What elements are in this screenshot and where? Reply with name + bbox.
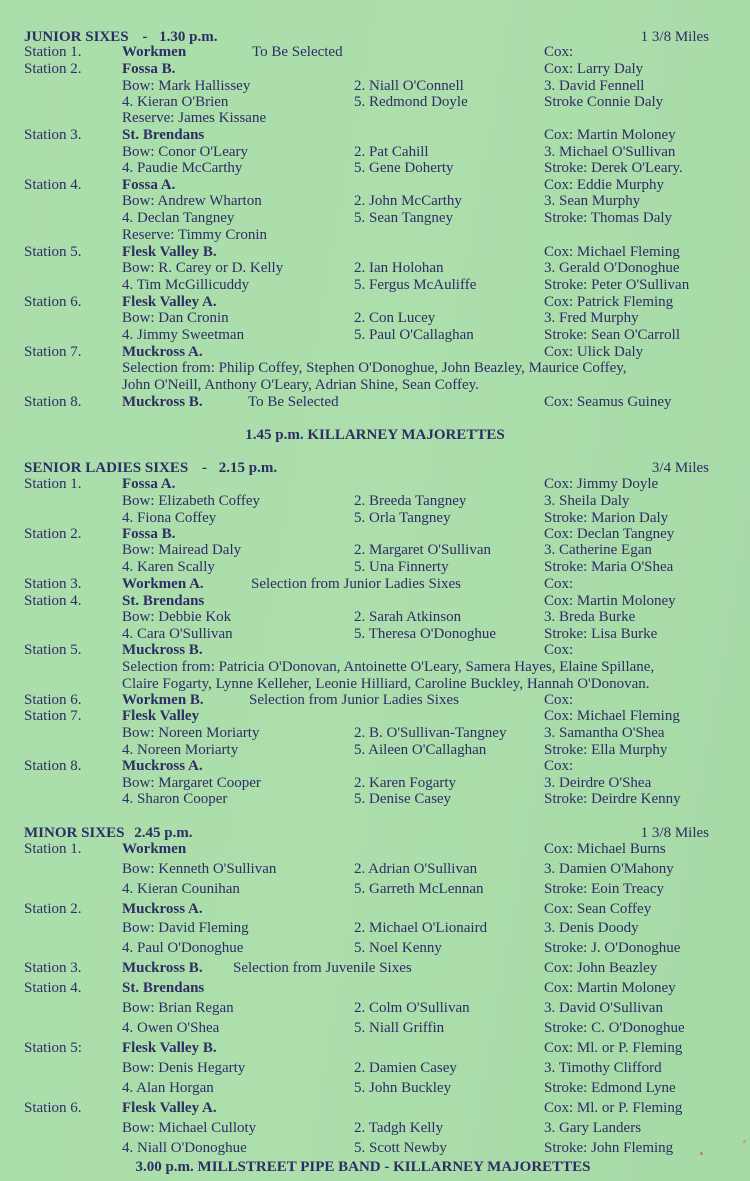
section-distance: 1 3/8 Miles xyxy=(640,825,709,841)
crew-row xyxy=(0,327,750,344)
station-label: Station 2. xyxy=(24,61,82,77)
seat-5: 5. Redmond Doyle xyxy=(354,94,468,110)
cox: Cox: Michael Fleming xyxy=(544,244,680,260)
section-sep: - xyxy=(142,29,148,45)
seat-2: 2. Pat Cahill xyxy=(354,144,429,160)
station-row xyxy=(0,1100,750,1117)
crew-name: Muckross A. xyxy=(122,344,203,360)
seat-4: 4. Declan Tangney xyxy=(122,210,235,226)
cox: Cox: John Beazley xyxy=(544,960,658,976)
crew-name: Fossa A. xyxy=(122,177,176,193)
stroke: Stroke: Deirdre Kenny xyxy=(544,791,681,807)
seat-3: 3. Michael O'Sullivan xyxy=(544,144,676,160)
section-title: JUNIOR SIXES xyxy=(24,29,129,45)
seat-3: 3. Timothy Clifford xyxy=(544,1060,662,1076)
crew-name: St. Brendans xyxy=(122,127,205,143)
station-row xyxy=(0,841,750,858)
seat-5: 5. Denise Casey xyxy=(354,791,452,807)
crew-name: Muckross A. xyxy=(122,901,203,917)
seat-3: 3. David Fennell xyxy=(544,78,645,94)
section-distance: 1 3/8 Miles xyxy=(640,29,709,45)
crew-name: Flesk Valley B. xyxy=(122,244,217,260)
seat-3: 3. Gary Landers xyxy=(544,1120,642,1136)
seat-2: 2. Con Lucey xyxy=(354,310,436,326)
crew-row xyxy=(0,1020,750,1037)
selection-row xyxy=(0,659,750,676)
seat-2: 2. B. O'Sullivan-Tangney xyxy=(354,725,507,741)
station-row xyxy=(0,1040,750,1057)
crew-name: St. Brendans xyxy=(122,593,205,609)
seat-4: 4. Karen Scally xyxy=(122,559,215,575)
seat-3: 3. Catherine Egan xyxy=(544,542,652,558)
interlude-pipe-band: 3.00 p.m. MILLSTREET PIPE BAND - KILLARNEY MAJORETTES xyxy=(135,1159,591,1175)
crew-name: Flesk Valley B. xyxy=(122,1040,217,1056)
bow: Bow: Debbie Kok xyxy=(122,609,232,625)
station-label: Station 5. xyxy=(24,244,82,260)
station-label: Station 3. xyxy=(24,576,82,592)
seat-4: 4. Alan Horgan xyxy=(122,1080,214,1096)
crew-name: Muckross A. xyxy=(122,758,203,774)
crew-row xyxy=(0,559,750,576)
bow: Bow: Andrew Wharton xyxy=(122,193,262,209)
cox: Cox: Jimmy Doyle xyxy=(544,476,659,492)
station-row xyxy=(0,758,750,775)
seat-4: 4. Sharon Cooper xyxy=(122,791,228,807)
station-label: Station 1. xyxy=(24,841,82,857)
paper-speck xyxy=(700,1152,703,1155)
seat-3: 3. Breda Burke xyxy=(544,609,636,625)
stroke: Stroke: Marion Daly xyxy=(544,510,669,526)
crew-row xyxy=(0,1120,750,1137)
paper-speck xyxy=(743,1140,746,1143)
station-label: Station 7. xyxy=(24,708,82,724)
crew-name: Fossa A. xyxy=(122,476,176,492)
station-label: Station 1. xyxy=(24,44,82,60)
seat-2: 2. Adrian O'Sullivan xyxy=(354,861,478,877)
stroke: Stroke: Ella Murphy xyxy=(544,742,668,758)
seat-2: 2. Niall O'Connell xyxy=(354,78,464,94)
seat-3: 3. Denis Doody xyxy=(544,920,639,936)
crew-row xyxy=(0,775,750,792)
seat-5: 5. Scott Newby xyxy=(354,1140,447,1156)
seat-4: 4. Noreen Moriarty xyxy=(122,742,239,758)
selection-row xyxy=(0,360,750,377)
station-row xyxy=(0,394,750,411)
stroke: Stroke: Maria O'Shea xyxy=(544,559,674,575)
seat-5: 5. Niall Griffin xyxy=(354,1020,445,1036)
crew-name: St. Brendans xyxy=(122,980,205,996)
station-row xyxy=(0,901,750,918)
selection-text: Claire Fogarty, Lynne Kelleher, Leonie Hilliard, Caroline Buckley, Hannah O'Donovan. xyxy=(122,676,650,692)
seat-4: 4. Fiona Coffey xyxy=(122,510,217,526)
cox: Cox: xyxy=(544,642,574,658)
bow: Bow: Conor O'Leary xyxy=(122,144,249,160)
seat-3: 3. Sean Murphy xyxy=(544,193,641,209)
crew-row xyxy=(0,260,750,277)
bow: Bow: R. Carey or D. Kelly xyxy=(122,260,284,276)
seat-3: 3. Deirdre O'Shea xyxy=(544,775,652,791)
crew-row xyxy=(0,1060,750,1077)
station-label: Station 6. xyxy=(24,1100,82,1116)
seat-2: 2. Tadgh Kelly xyxy=(354,1120,444,1136)
seat-2: 2. Karen Fogarty xyxy=(354,775,457,791)
cox: Cox: xyxy=(544,576,574,592)
station-row xyxy=(0,980,750,997)
bow: Bow: Mark Hallissey xyxy=(122,78,251,94)
crew-name: Flesk Valley A. xyxy=(122,1100,217,1116)
seat-3: 3. Gerald O'Donoghue xyxy=(544,260,680,276)
seat-4: 4. Cara O'Sullivan xyxy=(122,626,233,642)
bow: Bow: David Fleming xyxy=(122,920,249,936)
stroke: Stroke: C. O'Donoghue xyxy=(544,1020,685,1036)
seat-5: 5. Sean Tangney xyxy=(354,210,454,226)
station-row xyxy=(0,61,750,78)
crew-note: Selection from Junior Ladies Sixes xyxy=(249,692,459,708)
section-title: SENIOR LADIES SIXES xyxy=(24,460,189,476)
cox: Cox: Martin Moloney xyxy=(544,980,676,996)
crew-row xyxy=(0,1140,750,1157)
stroke: Stroke: J. O'Donoghue xyxy=(544,940,681,956)
bow: Bow: Dan Cronin xyxy=(122,310,229,326)
seat-3: 3. Sheila Daly xyxy=(544,493,630,509)
station-row xyxy=(0,344,750,361)
crew-row xyxy=(0,193,750,210)
crew-row xyxy=(0,144,750,161)
cox: Cox: Eddie Murphy xyxy=(544,177,664,193)
station-label: Station 4. xyxy=(24,980,82,996)
cox: Cox: Martin Moloney xyxy=(544,127,676,143)
cox: Cox: Patrick Fleming xyxy=(544,294,674,310)
cox: Cox: Ulick Daly xyxy=(544,344,644,360)
section-time: 2.45 p.m. xyxy=(134,825,193,841)
bow: Bow: Mairead Daly xyxy=(122,542,242,558)
cox: Cox: xyxy=(544,692,574,708)
cox: Cox: xyxy=(544,44,574,60)
stroke: Stroke: Thomas Daly xyxy=(544,210,673,226)
section-time: 2.15 p.m. xyxy=(218,460,278,476)
cox: Cox: Seamus Guiney xyxy=(544,394,672,410)
cox: Cox: Ml. or P. Fleming xyxy=(544,1040,683,1056)
stroke: Stroke: Lisa Burke xyxy=(544,626,658,642)
seat-2: 2. Colm O'Sullivan xyxy=(354,1000,470,1016)
seat-4: 4. Owen O'Shea xyxy=(122,1020,220,1036)
station-row xyxy=(0,576,750,593)
seat-4: 4. Niall O'Donoghue xyxy=(122,1140,247,1156)
section-title: MINOR SIXES xyxy=(24,825,125,841)
station-label: Station 5. xyxy=(24,642,82,658)
station-row xyxy=(0,708,750,725)
station-label: Station 4. xyxy=(24,593,82,609)
seat-5: 5. John Buckley xyxy=(354,1080,452,1096)
stroke: Stroke: Peter O'Sullivan xyxy=(544,277,690,293)
stroke: Stroke: Eoin Treacy xyxy=(544,881,664,897)
stroke: Stroke: John Fleming xyxy=(544,1140,674,1156)
crew-row xyxy=(0,542,750,559)
station-label: Station 6. xyxy=(24,692,82,708)
cox: Cox: Michael Fleming xyxy=(544,708,680,724)
station-row xyxy=(0,593,750,610)
cox: Cox: Declan Tangney xyxy=(544,526,675,542)
bow: Bow: Michael Culloty xyxy=(122,1120,257,1136)
seat-2: 2. Ian Holohan xyxy=(354,260,444,276)
cox: Cox: Larry Daly xyxy=(544,61,644,77)
seat-5: 5. Una Finnerty xyxy=(354,559,449,575)
seat-2: 2. Damien Casey xyxy=(354,1060,457,1076)
seat-5: 5. Gene Doherty xyxy=(354,160,454,176)
crew-row xyxy=(0,940,750,957)
crew-name: Flesk Valley A. xyxy=(122,294,217,310)
seat-5: 5. Garreth McLennan xyxy=(354,881,484,897)
seat-2: 2. John McCarthy xyxy=(354,193,462,209)
reserve: Reserve: James Kissane xyxy=(122,110,267,126)
station-label: Station 2. xyxy=(24,901,82,917)
station-label: Station 7. xyxy=(24,344,82,360)
cox: Cox: Sean Coffey xyxy=(544,901,652,917)
crew-name: Muckross B. xyxy=(122,394,203,410)
reserve-row xyxy=(0,227,750,244)
station-label: Station 3. xyxy=(24,127,82,143)
senior-ladies-sixes-header xyxy=(24,459,709,477)
station-label: Station 3. xyxy=(24,960,82,976)
station-row xyxy=(0,476,750,493)
crew-row xyxy=(0,609,750,626)
stroke: Stroke: Edmond Lyne xyxy=(544,1080,676,1096)
crew-note: Selection from Juvenile Sixes xyxy=(233,960,412,976)
seat-5: 5. Theresa O'Donoghue xyxy=(354,626,496,642)
station-label: Station 8. xyxy=(24,758,82,774)
station-row xyxy=(0,526,750,543)
crew-name: Fossa B. xyxy=(122,61,176,77)
station-row xyxy=(0,960,750,977)
seat-2: 2. Sarah Atkinson xyxy=(354,609,462,625)
crew-name: Workmen xyxy=(122,841,187,857)
station-row xyxy=(0,44,750,61)
minor-sixes-header xyxy=(24,824,709,842)
crew-row xyxy=(0,493,750,510)
selection-text: Selection from: Philip Coffey, Stephen O'Donoghue, John Beazley, Maurice Coffey, xyxy=(122,360,627,376)
selection-row xyxy=(0,377,750,394)
crew-row xyxy=(0,626,750,643)
selection-text: Selection from: Patricia O'Donovan, Antoinette O'Leary, Samera Hayes, Elaine Spillane, xyxy=(122,659,655,675)
crew-note: Selection from Junior Ladies Sixes xyxy=(251,576,461,592)
reserve: Reserve: Timmy Cronin xyxy=(122,227,268,243)
crew-note: To Be Selected xyxy=(252,44,343,60)
bow: Bow: Brian Regan xyxy=(122,1000,234,1016)
bow: Bow: Noreen Moriarty xyxy=(122,725,260,741)
crew-row xyxy=(0,725,750,742)
station-row xyxy=(0,127,750,144)
section-time: 1.30 p.m. xyxy=(159,29,218,45)
crew-row xyxy=(0,510,750,527)
section-sep: - xyxy=(201,460,207,476)
bow: Bow: Denis Hegarty xyxy=(122,1060,246,1076)
seat-5: 5. Fergus McAuliffe xyxy=(354,277,477,293)
seat-5: 5. Paul O'Callaghan xyxy=(354,327,474,343)
seat-4: 4. Jimmy Sweetman xyxy=(122,327,245,343)
seat-4: 4. Paul O'Donoghue xyxy=(122,940,244,956)
station-label: Station 5: xyxy=(24,1040,82,1056)
seat-3: 3. Fred Murphy xyxy=(544,310,639,326)
seat-4: 4. Kieran Counihan xyxy=(122,881,240,897)
crew-row xyxy=(0,1000,750,1017)
seat-3: 3. David O'Sullivan xyxy=(544,1000,663,1016)
selection-text: John O'Neill, Anthony O'Leary, Adrian Shine, Sean Coffey. xyxy=(122,377,479,393)
station-row xyxy=(0,294,750,311)
station-row xyxy=(0,244,750,261)
crew-row xyxy=(0,210,750,227)
station-row xyxy=(0,692,750,709)
crew-row xyxy=(0,742,750,759)
crew-name: Flesk Valley xyxy=(122,708,200,724)
cox: Cox: Martin Moloney xyxy=(544,593,676,609)
bow: Bow: Margaret Cooper xyxy=(122,775,261,791)
crew-name: Workmen xyxy=(122,44,187,60)
station-label: Station 1. xyxy=(24,476,82,492)
crew-row xyxy=(0,881,750,898)
crew-row xyxy=(0,791,750,808)
seat-3: 3. Samantha O'Shea xyxy=(544,725,665,741)
crew-row xyxy=(0,310,750,327)
seat-4: 4. Tim McGillicuddy xyxy=(122,277,250,293)
seat-2: 2. Margaret O'Sullivan xyxy=(354,542,491,558)
station-row xyxy=(0,642,750,659)
station-label: Station 6. xyxy=(24,294,82,310)
crew-name: Workmen B. xyxy=(122,692,204,708)
stroke: Stroke Connie Daly xyxy=(544,94,664,110)
seat-5: 5. Aileen O'Callaghan xyxy=(354,742,487,758)
cox: Cox: Michael Burns xyxy=(544,841,666,857)
station-label: Station 8. xyxy=(24,394,82,410)
seat-3: 3. Damien O'Mahony xyxy=(544,861,674,877)
seat-4: 4. Paudie McCarthy xyxy=(122,160,243,176)
crew-name: Fossa B. xyxy=(122,526,176,542)
stroke: Stroke: Sean O'Carroll xyxy=(544,327,681,343)
interlude-majorettes: 1.45 p.m. KILLARNEY MAJORETTES xyxy=(245,427,505,443)
reserve-row xyxy=(0,110,750,127)
bow: Bow: Elizabeth Coffey xyxy=(122,493,261,509)
crew-row xyxy=(0,920,750,937)
bow: Bow: Kenneth O'Sullivan xyxy=(122,861,277,877)
station-row xyxy=(0,177,750,194)
cox: Cox: Ml. or P. Fleming xyxy=(544,1100,683,1116)
station-label: Station 2. xyxy=(24,526,82,542)
crew-name: Muckross B. xyxy=(122,642,203,658)
crew-row xyxy=(0,861,750,878)
seat-2: 2. Michael O'Lionaird xyxy=(354,920,488,936)
crew-row xyxy=(0,277,750,294)
crew-note: To Be Selected xyxy=(248,394,339,410)
crew-row xyxy=(0,78,750,95)
station-label: Station 4. xyxy=(24,177,82,193)
section-distance: 3/4 Miles xyxy=(651,460,709,476)
crew-name: Workmen A. xyxy=(122,576,204,592)
selection-row xyxy=(0,676,750,693)
seat-4: 4. Kieran O'Brien xyxy=(122,94,229,110)
crew-row xyxy=(0,1080,750,1097)
seat-5: 5. Noel Kenny xyxy=(354,940,442,956)
cox: Cox: xyxy=(544,758,574,774)
crew-row xyxy=(0,160,750,177)
crew-name: Muckross B. xyxy=(122,960,203,976)
stroke: Stroke: Derek O'Leary. xyxy=(544,160,683,176)
seat-5: 5. Orla Tangney xyxy=(354,510,451,526)
crew-row xyxy=(0,94,750,111)
seat-2: 2. Breeda Tangney xyxy=(354,493,467,509)
